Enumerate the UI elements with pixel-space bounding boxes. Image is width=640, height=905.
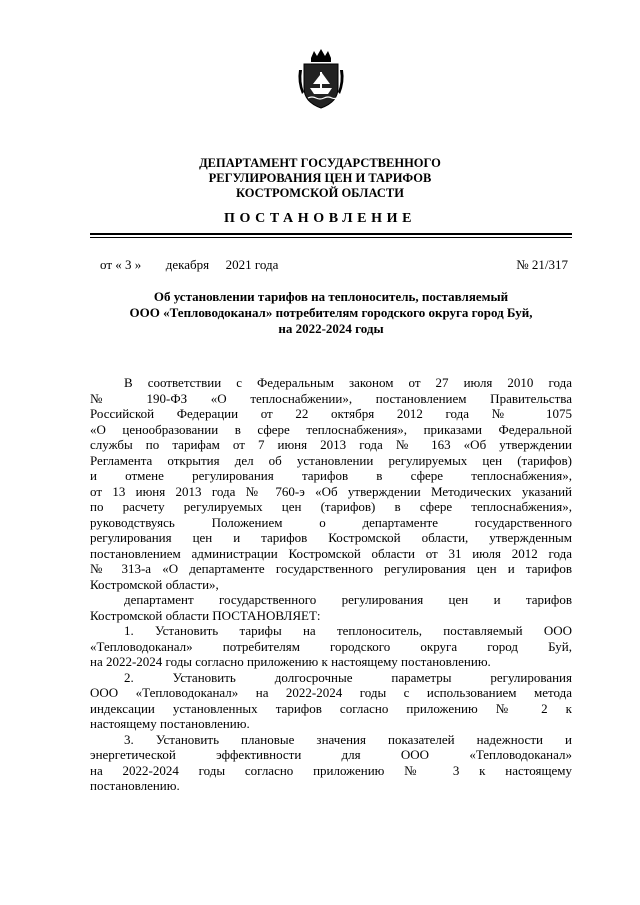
body-line: индексации установленных тарифов согласно приложению № 2 к <box>90 700 572 716</box>
document-number: № 21/317 <box>516 257 568 272</box>
body-line: руководствуясь Положением о департаменте государственного <box>90 514 572 530</box>
department-name <box>120 156 520 201</box>
title-line-2: ООО «Тепловодоканал» потребителям городского округа город Буй, <box>129 305 533 320</box>
department-line-1: ДЕПАРТАМЕНТ ГОСУДАРСТВЕННОГО <box>199 156 441 170</box>
document-type: ПОСТАНОВЛЕНИЕ <box>223 211 417 226</box>
document-date <box>100 257 278 273</box>
body-line: по расчету регулируемых цен (тарифов) в сфере теплоснабжения», <box>90 499 572 514</box>
body-line: Костромской области», <box>90 576 219 592</box>
body-line: 3. Установить плановые значения показателей надежности и <box>124 731 572 747</box>
document-body <box>90 375 572 794</box>
department-line-3: КОСТРОМСКОЙ ОБЛАСТИ <box>236 186 404 200</box>
body-line: и отмене регулирования тарифов в сфере теплоснабжения», <box>90 468 572 483</box>
body-line: Регламента открытия дел об установлении регулируемых цен (тарифов) <box>90 452 572 468</box>
body-line: постановлением администрации Костромской области от 31 июля 2012 года <box>90 545 572 561</box>
date-year: 2021 года <box>225 257 279 272</box>
header-divider-thick <box>90 233 572 235</box>
body-line: от 13 июня 2013 года № 760-э «Об утверждении Методических указаний <box>90 483 572 499</box>
body-line: регулирования цен и тарифов Костромской области, утвержденным <box>90 530 572 545</box>
title-line-3: на 2022-2024 годы <box>278 321 384 336</box>
document-title <box>90 289 572 337</box>
body-line: 2. Установить долгосрочные параметры регулирования <box>124 669 572 685</box>
header-divider-thin <box>90 237 572 238</box>
body-line: № 190-ФЗ «О теплоснабжении», постановлением Правительства <box>90 390 572 406</box>
body-line: службы по тарифам от 7 июня 2013 года № 163 «Об утверждении <box>90 437 572 452</box>
date-prefix: от « 3 » <box>100 257 142 272</box>
body-line: энергетической эффективности для ООО «Тепловодоканал» <box>90 747 572 762</box>
body-line: настоящему постановлению. <box>90 716 250 731</box>
body-line: Костромской области ПОСТАНОВЛЯЕТ: <box>90 607 321 623</box>
body-line: на 2022-2024 годы согласно приложению № 3 к настоящему <box>90 762 572 778</box>
body-line: ООО «Тепловодоканал» на 2022-2024 годы с использованием метода <box>90 685 572 700</box>
body-line: «Тепловодоканал» потребителям городского округа город Буй, <box>90 638 572 654</box>
body-line: Российской Федерации от 22 октября 2012 года № 1075 <box>90 406 572 421</box>
body-line: на 2022-2024 годы согласно приложению к настоящему постановлению. <box>90 654 491 669</box>
body-line: 1. Установить тарифы на теплоноситель, поставляемый ООО <box>124 623 572 638</box>
body-line: «О ценообразовании в сфере теплоснабжения», приказами Федеральной <box>90 421 572 437</box>
body-line: постановлению. <box>90 778 180 793</box>
body-line: В соответствии с Федеральным законом от 27 июля 2010 года <box>124 375 572 390</box>
coat-of-arms-icon <box>296 48 346 110</box>
body-line: № 313-а «О департаменте государственного регулирования цен и тарифов <box>90 561 572 576</box>
date-month: декабря <box>165 257 210 272</box>
title-line-1: Об установлении тарифов на теплоноситель, поставляемый <box>153 289 509 304</box>
department-line-2: РЕГУЛИРОВАНИЯ ЦЕН И ТАРИФОВ <box>208 171 432 185</box>
body-line: департамент государственного регулирования цен и тарифов <box>124 592 572 607</box>
